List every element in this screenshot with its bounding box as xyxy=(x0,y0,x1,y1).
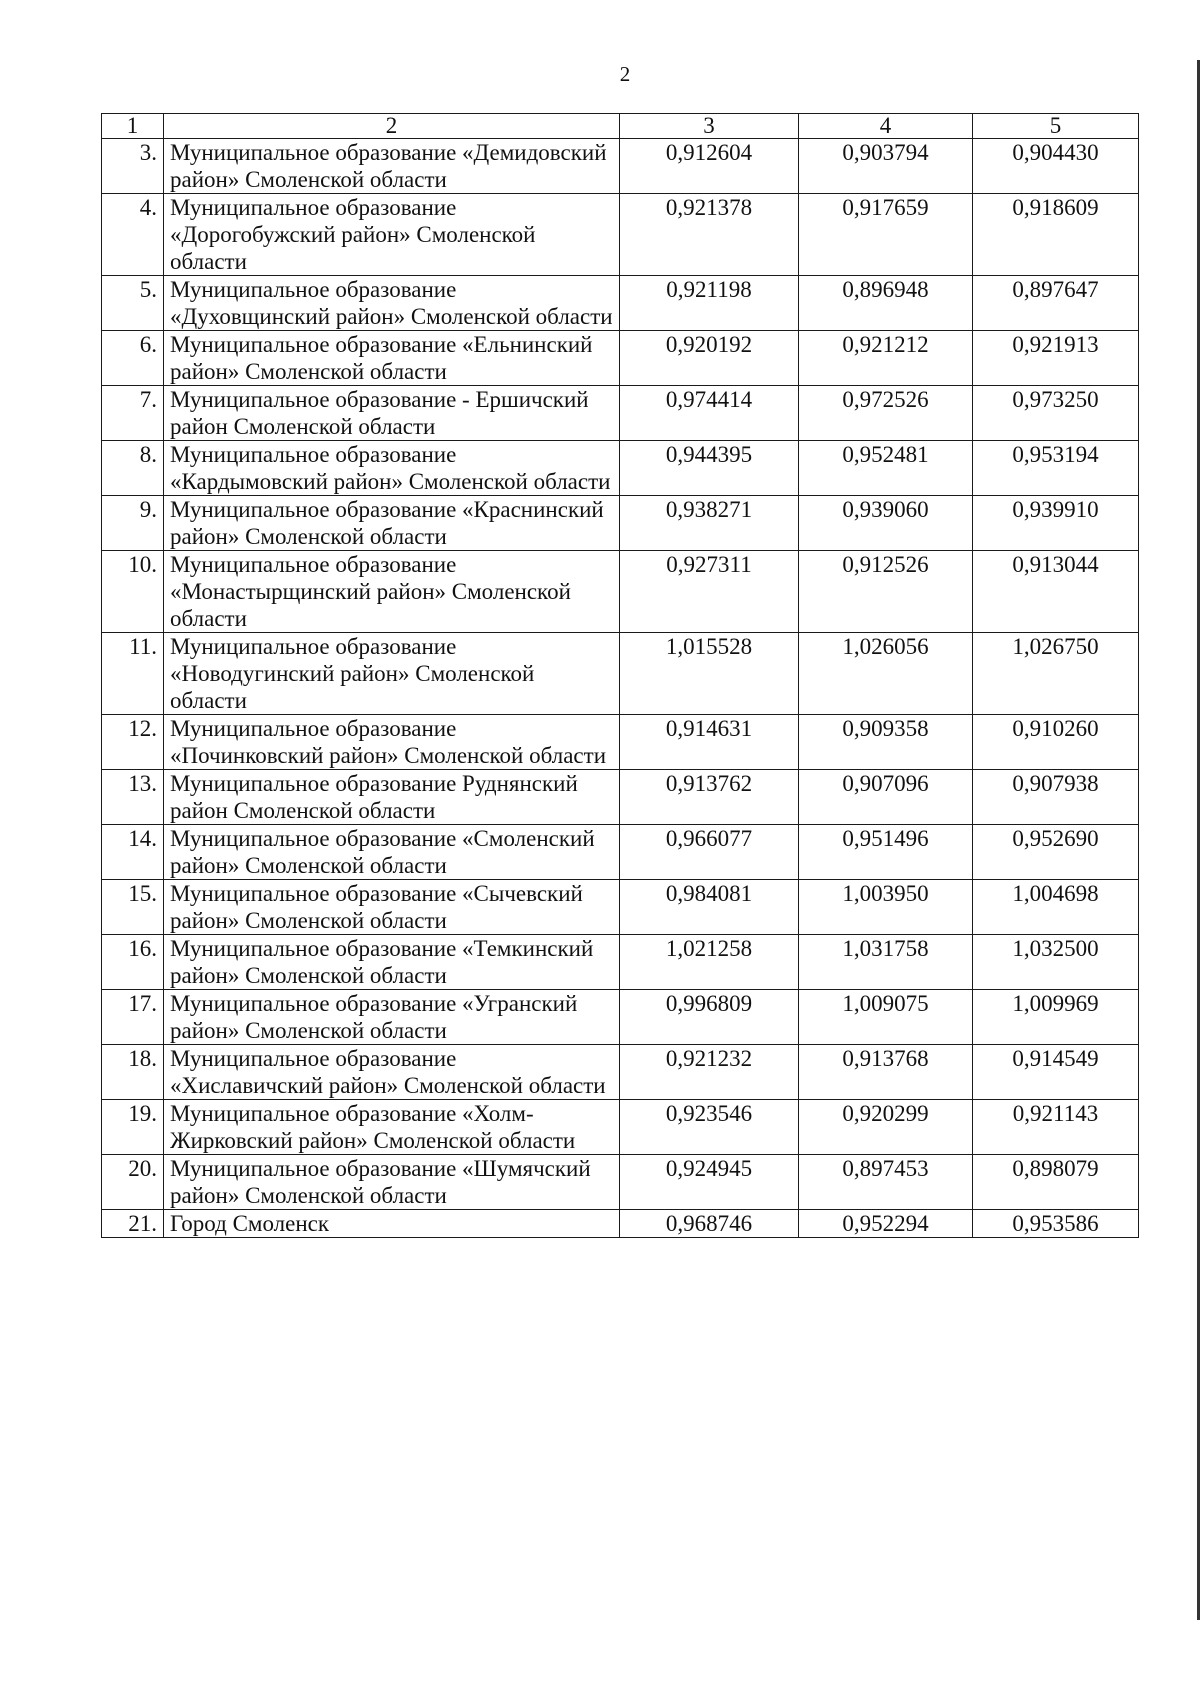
table-row xyxy=(102,935,1139,990)
value-col-3-cell: 0,996809 xyxy=(620,990,799,1045)
header-col-1: 1 xyxy=(102,114,164,139)
header-col-2: 2 xyxy=(164,114,620,139)
table-row xyxy=(102,1045,1139,1100)
table-row xyxy=(102,1210,1139,1238)
municipality-name-cell: Муниципальное образование «Холм-Жирковский район» Смоленской области xyxy=(164,1100,620,1155)
table-row xyxy=(102,825,1139,880)
value-col-3-cell: 0,968746 xyxy=(620,1210,799,1238)
value-col-5-cell: 0,910260 xyxy=(973,715,1139,770)
table-row xyxy=(102,194,1139,276)
value-col-5-cell: 1,026750 xyxy=(973,633,1139,715)
coefficients-table xyxy=(101,113,1139,1238)
value-col-5-cell: 1,032500 xyxy=(973,935,1139,990)
municipality-name-cell: Муниципальное образование «Угранский район» Смоленской области xyxy=(164,990,620,1045)
value-col-5-cell: 0,921143 xyxy=(973,1100,1139,1155)
municipality-name-cell: Муниципальное образование «Смоленский район» Смоленской области xyxy=(164,825,620,880)
value-col-5-cell: 0,904430 xyxy=(973,139,1139,194)
value-col-4-cell: 0,920299 xyxy=(799,1100,973,1155)
table-row xyxy=(102,441,1139,496)
municipality-name-cell: Муниципальное образование «Кардымовский район» Смоленской области xyxy=(164,441,620,496)
header-col-4: 4 xyxy=(799,114,973,139)
value-col-5-cell: 0,907938 xyxy=(973,770,1139,825)
value-col-5-cell: 0,921913 xyxy=(973,331,1139,386)
row-number-cell: 13. xyxy=(102,770,164,825)
municipality-name-cell: Муниципальное образование «Шумячский район» Смоленской области xyxy=(164,1155,620,1210)
value-col-3-cell: 0,927311 xyxy=(620,551,799,633)
table-row xyxy=(102,386,1139,441)
value-col-5-cell: 0,973250 xyxy=(973,386,1139,441)
municipality-name-cell: Муниципальное образование «Духовщинский район» Смоленской области xyxy=(164,276,620,331)
value-col-3-cell: 1,021258 xyxy=(620,935,799,990)
value-col-4-cell: 0,917659 xyxy=(799,194,973,276)
value-col-3-cell: 0,924945 xyxy=(620,1155,799,1210)
value-col-3-cell: 0,914631 xyxy=(620,715,799,770)
value-col-3-cell: 0,921198 xyxy=(620,276,799,331)
municipality-name-cell: Муниципальное образование «Дорогобужский район» Смоленской области xyxy=(164,194,620,276)
value-col-4-cell: 0,907096 xyxy=(799,770,973,825)
row-number-cell: 21. xyxy=(102,1210,164,1238)
value-col-4-cell: 0,897453 xyxy=(799,1155,973,1210)
table-body xyxy=(102,139,1139,1238)
row-number-cell: 10. xyxy=(102,551,164,633)
municipality-name-cell: Муниципальное образование «Ельнинский район» Смоленской области xyxy=(164,331,620,386)
row-number-cell: 15. xyxy=(102,880,164,935)
row-number-cell: 20. xyxy=(102,1155,164,1210)
table-row xyxy=(102,633,1139,715)
table-row xyxy=(102,551,1139,633)
value-col-3-cell: 0,966077 xyxy=(620,825,799,880)
row-number-cell: 18. xyxy=(102,1045,164,1100)
value-col-4-cell: 1,031758 xyxy=(799,935,973,990)
table-row xyxy=(102,770,1139,825)
value-col-3-cell: 0,920192 xyxy=(620,331,799,386)
table-row xyxy=(102,139,1139,194)
value-col-4-cell: 0,896948 xyxy=(799,276,973,331)
header-col-3: 3 xyxy=(620,114,799,139)
value-col-4-cell: 0,972526 xyxy=(799,386,973,441)
value-col-3-cell: 0,974414 xyxy=(620,386,799,441)
municipality-name-cell: Муниципальное образование «Починковский район» Смоленской области xyxy=(164,715,620,770)
row-number-cell: 7. xyxy=(102,386,164,441)
municipality-name-cell: Муниципальное образование «Темкинский район» Смоленской области xyxy=(164,935,620,990)
municipality-name-cell: Муниципальное образование «Демидовский район» Смоленской области xyxy=(164,139,620,194)
table-row xyxy=(102,331,1139,386)
table-row xyxy=(102,1100,1139,1155)
table-row xyxy=(102,1155,1139,1210)
value-col-5-cell: 0,939910 xyxy=(973,496,1139,551)
value-col-4-cell: 0,912526 xyxy=(799,551,973,633)
value-col-5-cell: 0,897647 xyxy=(973,276,1139,331)
value-col-4-cell: 1,003950 xyxy=(799,880,973,935)
municipality-name-cell: Муниципальное образование «Хиславичский район» Смоленской области xyxy=(164,1045,620,1100)
municipality-name-cell: Муниципальное образование «Краснинский район» Смоленской области xyxy=(164,496,620,551)
row-number-cell: 19. xyxy=(102,1100,164,1155)
municipality-name-cell: Муниципальное образование - Ершичский район Смоленской области xyxy=(164,386,620,441)
value-col-3-cell: 0,913762 xyxy=(620,770,799,825)
municipality-name-cell: Город Смоленск xyxy=(164,1210,620,1238)
value-col-4-cell: 1,009075 xyxy=(799,990,973,1045)
row-number-cell: 3. xyxy=(102,139,164,194)
value-col-4-cell: 0,952294 xyxy=(799,1210,973,1238)
value-col-3-cell: 1,015528 xyxy=(620,633,799,715)
value-col-3-cell: 0,944395 xyxy=(620,441,799,496)
value-col-5-cell: 1,004698 xyxy=(973,880,1139,935)
table-row xyxy=(102,276,1139,331)
row-number-cell: 11. xyxy=(102,633,164,715)
value-col-3-cell: 0,921232 xyxy=(620,1045,799,1100)
value-col-5-cell: 0,953586 xyxy=(973,1210,1139,1238)
value-col-4-cell: 1,026056 xyxy=(799,633,973,715)
row-number-cell: 9. xyxy=(102,496,164,551)
row-number-cell: 8. xyxy=(102,441,164,496)
row-number-cell: 5. xyxy=(102,276,164,331)
value-col-5-cell: 0,918609 xyxy=(973,194,1139,276)
value-col-3-cell: 0,938271 xyxy=(620,496,799,551)
value-col-3-cell: 0,912604 xyxy=(620,139,799,194)
value-col-3-cell: 0,923546 xyxy=(620,1100,799,1155)
value-col-4-cell: 0,951496 xyxy=(799,825,973,880)
value-col-5-cell: 0,898079 xyxy=(973,1155,1139,1210)
table-row xyxy=(102,496,1139,551)
municipality-name-cell: Муниципальное образование Руднянский район Смоленской области xyxy=(164,770,620,825)
value-col-5-cell: 0,913044 xyxy=(973,551,1139,633)
value-col-5-cell: 1,009969 xyxy=(973,990,1139,1045)
row-number-cell: 4. xyxy=(102,194,164,276)
value-col-4-cell: 0,952481 xyxy=(799,441,973,496)
value-col-3-cell: 0,921378 xyxy=(620,194,799,276)
row-number-cell: 17. xyxy=(102,990,164,1045)
row-number-cell: 12. xyxy=(102,715,164,770)
municipality-name-cell: Муниципальное образование «Новодугинский район» Смоленской области xyxy=(164,633,620,715)
header-col-5: 5 xyxy=(973,114,1139,139)
row-number-cell: 16. xyxy=(102,935,164,990)
municipality-name-cell: Муниципальное образование «Сычевский район» Смоленской области xyxy=(164,880,620,935)
value-col-5-cell: 0,953194 xyxy=(973,441,1139,496)
row-number-cell: 14. xyxy=(102,825,164,880)
row-number-cell: 6. xyxy=(102,331,164,386)
page-number: 2 xyxy=(619,62,631,86)
value-col-4-cell: 0,913768 xyxy=(799,1045,973,1100)
value-col-4-cell: 0,909358 xyxy=(799,715,973,770)
value-col-4-cell: 0,921212 xyxy=(799,331,973,386)
table-row xyxy=(102,880,1139,935)
value-col-4-cell: 0,939060 xyxy=(799,496,973,551)
table-row xyxy=(102,715,1139,770)
table-row xyxy=(102,990,1139,1045)
value-col-5-cell: 0,952690 xyxy=(973,825,1139,880)
municipality-name-cell: Муниципальное образование «Монастырщинский район» Смоленской области xyxy=(164,551,620,633)
value-col-3-cell: 0,984081 xyxy=(620,880,799,935)
value-col-4-cell: 0,903794 xyxy=(799,139,973,194)
table-header-row xyxy=(102,114,1139,139)
value-col-5-cell: 0,914549 xyxy=(973,1045,1139,1100)
